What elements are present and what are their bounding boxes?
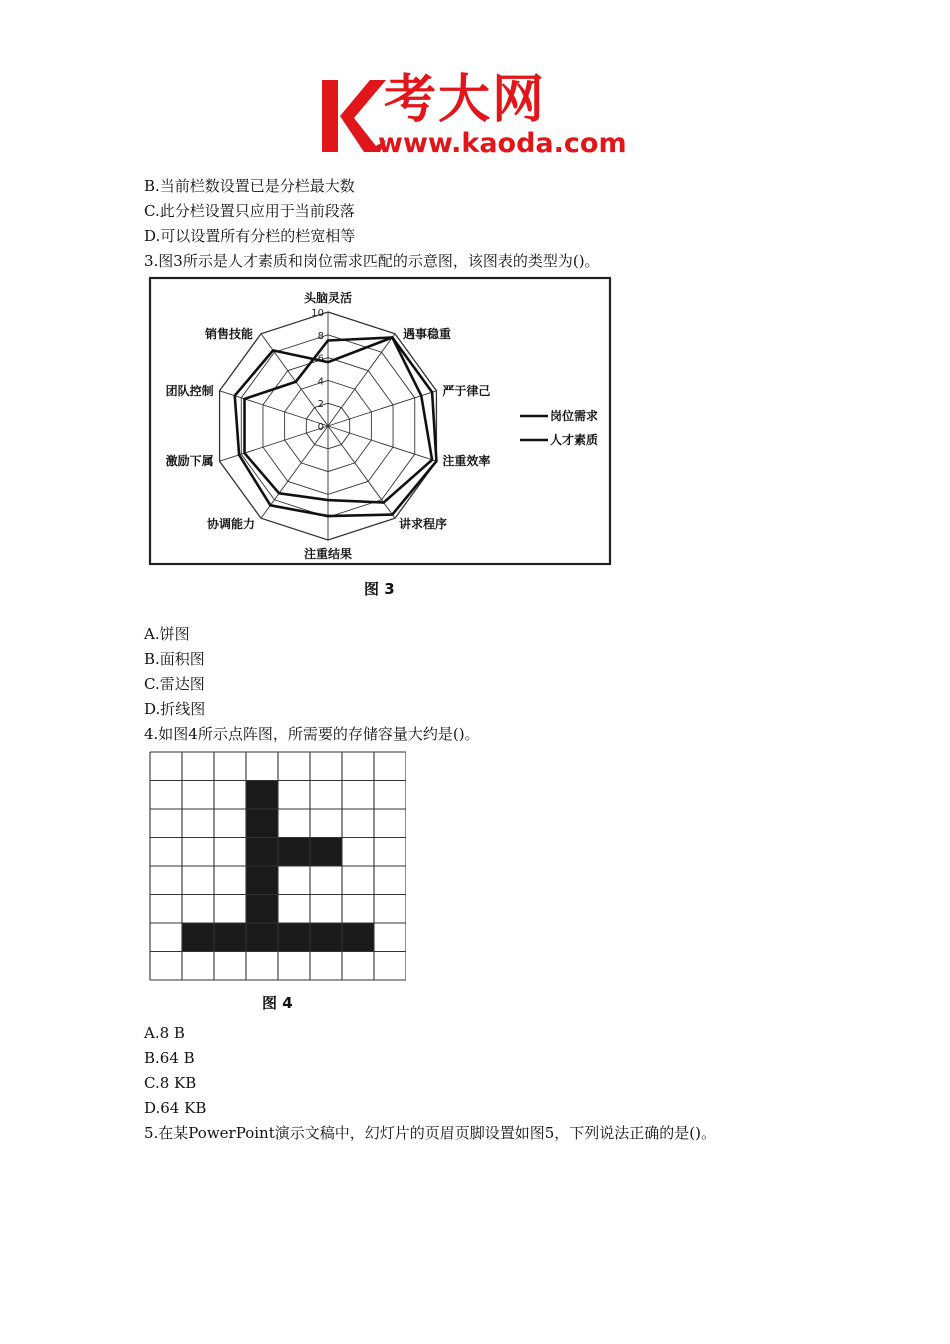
filled-cell <box>310 838 342 867</box>
filled-cell <box>310 923 342 952</box>
filled-cell <box>246 781 278 810</box>
filled-cell <box>246 866 278 895</box>
axis-spoke <box>328 334 395 426</box>
radial-tick-label: 2 <box>317 399 324 411</box>
q3-option-a: A.饼图 <box>144 625 190 643</box>
q3-option-c: C.雷达图 <box>144 675 205 693</box>
radial-tick-label: 8 <box>317 330 324 342</box>
option-line: C.此分栏设置只应用于当前段落 <box>144 202 355 220</box>
logo-brand-text: 考大网 <box>384 70 547 130</box>
filled-cell <box>246 923 278 952</box>
filled-cell <box>182 923 214 952</box>
q4-option-d: D.64 KB <box>144 1099 207 1117</box>
filled-cell <box>214 923 246 952</box>
figure-3-radar-chart <box>148 276 614 568</box>
option-line: B.当前栏数设置已是分栏最大数 <box>144 177 355 195</box>
legend-label: 岗位需求 <box>550 409 599 423</box>
axis-spoke <box>220 426 328 461</box>
q4-option-b: B.64 B <box>144 1049 195 1067</box>
category-label: 头脑灵活 <box>303 291 353 305</box>
question-5-stem: 5.在某PowerPoint演示文稿中，幻灯片的页眉页脚设置如图5，下列说法正确的是()。 <box>144 1124 716 1142</box>
figure-4-caption: 图 4 <box>262 994 293 1012</box>
category-label: 注重结果 <box>303 547 353 561</box>
filled-cell <box>246 895 278 924</box>
q3-option-d: D.折线图 <box>144 700 206 718</box>
radial-tick-label: 6 <box>317 353 324 365</box>
logo-url-text: www.kaoda.com <box>378 128 627 159</box>
filled-cell <box>246 809 278 838</box>
filled-cell <box>246 838 278 867</box>
category-label: 遇事稳重 <box>403 326 452 341</box>
category-label: 团队控制 <box>165 383 214 398</box>
figure-3-caption: 图 3 <box>364 580 395 598</box>
legend-label: 人才素质 <box>550 433 599 447</box>
q4-option-a: A.8 B <box>144 1024 185 1042</box>
question-4-stem: 4.如图4所示点阵图，所需要的存储容量大约是()。 <box>144 725 480 743</box>
category-label: 销售技能 <box>204 326 253 341</box>
category-label: 注重效率 <box>442 454 491 469</box>
radial-tick-label: 0 <box>317 422 324 433</box>
q4-option-c: C.8 KB <box>144 1074 197 1092</box>
filled-cell <box>278 838 310 867</box>
axis-spoke <box>328 426 395 518</box>
series-line-0 <box>245 337 433 502</box>
question-3-stem: 3.图3所示是人才素质和岗位需求匹配的示意图，该图表的类型为()。 <box>144 252 600 270</box>
radial-tick-label: 4 <box>317 376 324 388</box>
category-label: 协调能力 <box>206 517 255 532</box>
q3-option-b: B.面积图 <box>144 650 205 668</box>
kaoda-logo <box>318 70 648 165</box>
category-label: 讲求程序 <box>399 517 448 532</box>
filled-cell <box>278 923 310 952</box>
radial-tick-label: 10 <box>311 308 324 319</box>
category-label: 严于律己 <box>442 383 491 398</box>
filled-cell <box>342 923 374 952</box>
category-label: 激励下属 <box>165 454 214 469</box>
option-line: D.可以设置所有分栏的栏宽相等 <box>144 227 356 245</box>
figure-4-dot-matrix <box>148 750 406 982</box>
axis-spoke <box>328 426 436 461</box>
